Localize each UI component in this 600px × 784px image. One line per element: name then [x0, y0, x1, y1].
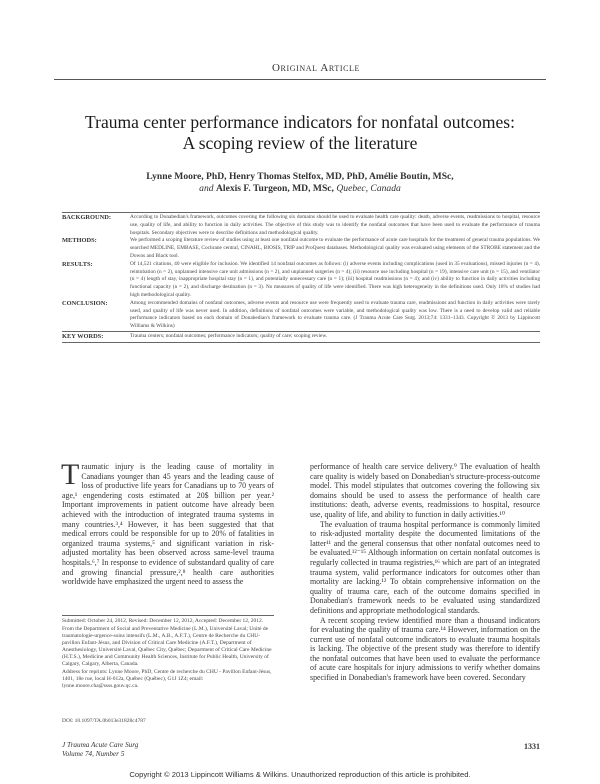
title-line-1: Trauma center performance indicators for nonfatal outcomes:	[85, 112, 515, 132]
intro-paragraph-2: performance of health care service delivery.⁹ The evaluation of health care quality is widely based on Donabedian's structure-process-outcome model. This model stipulates that outcomes covering the following six domains should be used to assess the performance of health care institutions: death, adverse events, readmissions to hospital, resource use, quality of life, and ability to function in daily activities.¹⁰	[310, 462, 540, 519]
page-number: 1331	[524, 742, 540, 751]
journal-volume: Volume 74, Number 5	[62, 749, 125, 758]
abstract-text: According to Donabedian's framework, outcomes covering the following six domains should be used to evaluate health care quality: death, adverse events, readmissions to hospital, resource use, quality of life, and ability to function in daily activities. The objective of this study was to identify the nonfatal outcomes that have been used to evaluate the performance of trauma hospitals. Secondary objectives were to describe definitions and methodological quality.	[130, 214, 540, 236]
header-rule	[54, 79, 546, 80]
authors-line-1: Lynne Moore, PhD, Henry Thomas Stelfox, MD, PhD, Amélie Boutin, MSc,	[146, 171, 454, 182]
authors-and: and	[199, 183, 216, 194]
abstract-text: Among recommended domains of nonfatal outcomes, adverse events and resource use were frequently used to evaluate trauma care, readmissions and function in daily activities were rarely used, and quality of life was never used. In addition, definitions of nonfatal outcomes were variable, and methodological quality was low. There is a need to develop valid and reliable performance indicators based on each domain of Donabedian's framework to evaluate trauma care. (J Trauma Acute Care Surg. 2013;74: 1331–1343. Copyright © 2013 by Lippincott Williams & Wilkins)	[130, 299, 540, 330]
abstract-methods	[62, 237, 540, 260]
drop-cap: T	[61, 458, 80, 491]
abstract-label: RESULTS:	[62, 260, 93, 268]
copyright-notice: Copyright © 2013 Lippincott Williams & Wilkins. Unauthorized reproduction of this article is prohibited.	[129, 770, 471, 779]
body-column-right	[310, 462, 540, 683]
intro-paragraph-3: The evaluation of trauma hospital performance is commonly limited to risk-adjusted mortality despite the documented limitations of the latter¹¹ and the general consensus that other nonfatal outcomes need to be evaluated.¹²⁻¹⁵ Although information on certain nonfatal outcomes is regularly collected in trauma registries,¹⁶ which are part of an integrated trauma system, valid performance indicators for outcomes other than mortality are lacking.¹² To obtain comprehensive information on the quality of trauma care, each of the outcome domains specified in Donabedian's framework needs to be evaluated using standardized definitions and appropriate methodological standards.	[310, 519, 540, 615]
footnote-rule	[62, 615, 274, 616]
intro-paragraph-1	[61, 458, 274, 587]
journal-footer	[62, 741, 138, 758]
abstract-label: BACKGROUND:	[62, 214, 111, 221]
keywords-label: KEY WORDS:	[62, 332, 104, 340]
doi: DOI: 10.1097/TA.0b013e31828c4787	[62, 718, 146, 724]
intro-paragraph-4: A recent scoping review identified more than a thousand indicators for evaluating the quality of trauma care.¹⁴ However, information on the current use of nonfatal outcome indicators to evaluate trauma hospitals is lacking. The objective of the present study was therefore to identify the nonfatal outcomes that have been used to evaluate the performance of acute care hospitals for injury admissions to verify whether domains specified in Donabedian's framework have been covered. Secondary	[310, 615, 540, 683]
authors-line-2	[60, 183, 540, 195]
article-title	[40, 112, 560, 154]
author-list	[60, 171, 540, 195]
section-label: Original Article	[271, 62, 361, 74]
authors-location: Quebec, Canada	[336, 183, 401, 194]
abstract-background	[62, 213, 540, 237]
abstract-conclusion	[62, 300, 540, 331]
intro-paragraph-1-text: raumatic injury is the leading cause of mortality in Canadians younger than 45 years and the leading cause of loss of productive life years for Canadians up to 70 years of age,¹ engendering costs estimated at 20$ billion per year.² Important improvements in patient outcome have already been achieved with the introduction of integrated trauma systems in many countries.³,⁴ However, it has been suggested that that medical errors could be responsible for up to 20% of fatalities in organized trauma systems,⁵ and significant variation in risk-adjusted mortality has been observed across same-level trauma hospitals.⁶,⁷ In response to evidence of substandard quality of care and growing financial pressure,²,⁸ health care authorities worldwide have emphasized the urgent need to assess the	[62, 462, 274, 587]
footnotes	[62, 618, 274, 691]
abstract-results	[62, 261, 540, 300]
abstract-label: CONCLUSION:	[62, 299, 108, 307]
body-column-left	[61, 458, 274, 587]
footnote-address: Address for reprints: Lynne Moore, PhD, Centre de recherche du CHU - Pavillon Enfant-Jésus, 1401, 18e rue, local H-012a, Québec (Québec), G1J 1Z4; email: lynne.moore.cha@ssss.gouv.qc.ca.	[62, 669, 272, 689]
abstract-label: METHODS:	[62, 237, 97, 245]
abstract-text: Of 14,521 citations, 40 were eligible for inclusion. We identified 14 nonfatal outcomes as follows: (i) adverse events including complications (used in 35 evaluations), missed injuries (n = 4), reintubation (n = 2), unplanned intensive care unit admissions (n = 2), and unplanned surgeries (n = 4); (ii) resource use including hospital (n = 19), intensive care unit (n = 15), and ventilator (n = 4) length of stay, inappropriate hospital stay (n = 1), and potentially unnecessary care (n = 1); (iii) hospital readmissions (n = 4); and (iv) ability to function in daily activities including functional capacity (n = 2), and discharge destination (n = 3). No measures of quality of life were identified. There was high heterogeneity in the definitions used. Only 18% of studies had high methodological quality.	[130, 260, 540, 298]
footnote-dates: Submitted: October 24, 2012, Revised: December 12, 2012, Accepted: December 12, 2012.	[62, 618, 264, 624]
title-line-2: A scoping review of the literature	[182, 133, 418, 153]
footnote-affiliations: From the Department of Social and Preventative Medicine (L.M.), Université Laval; Unité de traumatologie-urgence-soins intensifs (L.M., A.B., A.F.T.), Centre de Recherche du CHU-pavillon Enfant-Jésus, and Division of Critical Care Medicine (A.F.T.), Department of Anesthesiology, Université Laval, Québec City, Québec; Department of Critical Care Medicine (H.T.S.), Medicine and Community Health Sciences, Institute for Public Health, University of Calgary, Calgary, Alberta, Canada.	[62, 626, 272, 667]
abstract-keywords	[62, 331, 540, 343]
keywords-text: Trauma centers; nonfatal outcomes; performance indicators; quality of care; scoping review.	[130, 332, 328, 339]
abstract-text: We performed a scoping literature review of studies using at least one nonfatal outcome to evaluate the performance of acute care hospitals for the treatment of general trauma populations. We searched MEDLINE, EMBASE, Cochrane central, CINAHL, BIOSIS, TRIP and ProQuest databases. Methodological quality was evaluated using elements of the STROBE statement and the Downs and Black tool.	[130, 237, 540, 259]
abstract-box	[62, 212, 540, 343]
authors-line-2-names: Alexis F. Turgeon, MD, MSc,	[215, 183, 337, 194]
journal-name: J Trauma Acute Care Surg	[62, 741, 139, 749]
